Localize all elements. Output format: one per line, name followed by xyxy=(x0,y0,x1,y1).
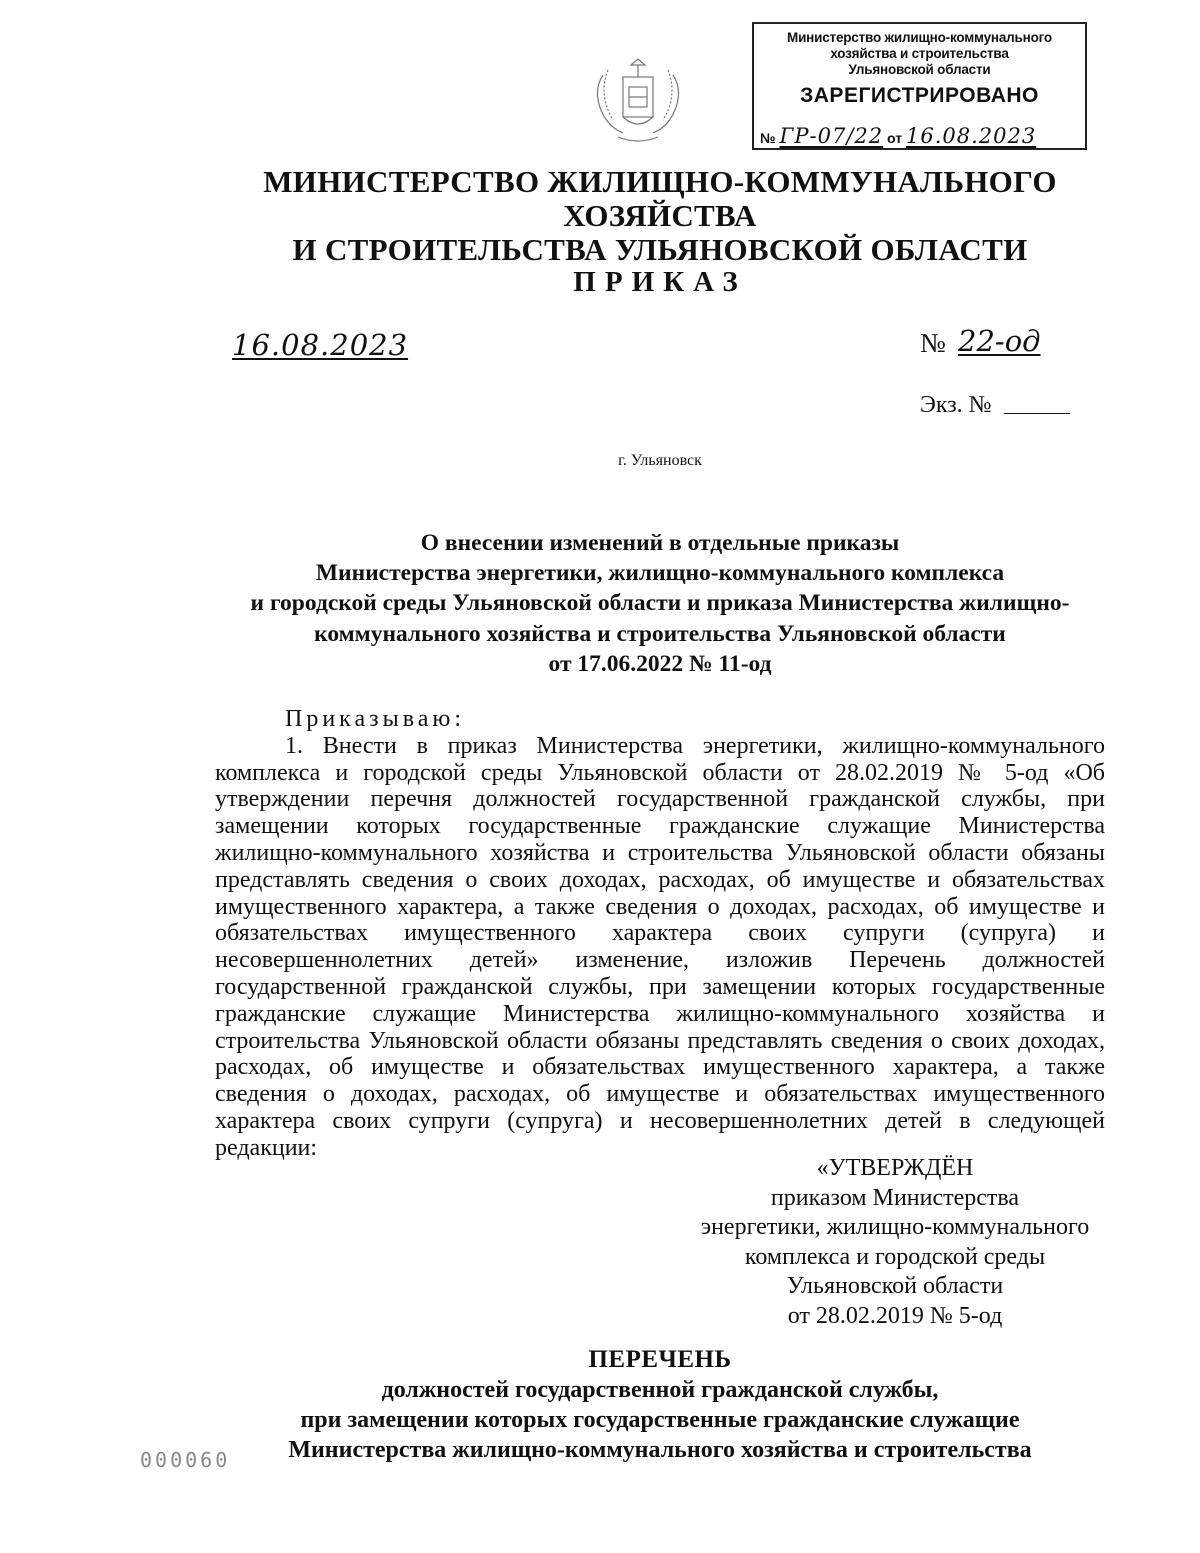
registration-stamp xyxy=(752,22,1087,150)
approval-block xyxy=(640,1154,1150,1331)
approval-line: от 28.02.2019 № 5-од xyxy=(787,1302,1003,1329)
stamp-from-label: от xyxy=(887,130,903,146)
ministry-name-line: МИНИСТЕРСТВО ЖИЛИЩНО-КОММУНАЛЬНОГО ХОЗЯЙСТВА xyxy=(263,164,1057,233)
title-line: Министерства энергетики, жилищно-коммунального комплекса xyxy=(315,560,1005,587)
copy-number-blank xyxy=(1004,413,1070,414)
title-line: коммунального хозяйства и строительства Ульяновской области xyxy=(314,620,1006,647)
list-heading-title: ПЕРЕЧЕНЬ xyxy=(588,1346,732,1373)
approval-line: энергетики, жилищно-коммунального xyxy=(700,1214,1090,1240)
stamp-reg-number: ГР-07/22 xyxy=(779,124,884,148)
stamp-reg-date: 16.08.2023 xyxy=(906,124,1037,148)
coat-of-arms-emblem xyxy=(583,55,693,150)
order-number: 22-од xyxy=(958,324,1041,358)
stamp-org-line: Ульяновской области xyxy=(848,62,991,77)
order-number-label: № xyxy=(920,328,946,358)
stamp-org-line: Министерство жилищно-коммунального xyxy=(787,30,1052,45)
document-type: ПРИКАЗ xyxy=(573,266,747,298)
approval-line: Ульяновской области xyxy=(786,1273,1004,1299)
stamp-status: ЗАРЕГИСТРИРОВАНО xyxy=(800,84,1039,107)
title-line: от 17.06.2022 № 11-од xyxy=(548,650,772,677)
ministry-name-line: И СТРОИТЕЛЬСТВА УЛЬЯНОВСКОЙ ОБЛАСТИ xyxy=(292,232,1028,267)
approval-line: комплекса и городской среды xyxy=(744,1243,1046,1270)
paragraph-1: 1. Внести в приказ Министерства энергетики, жилищно-коммунального комплекса и городской среды Ульяновской области от 28.02.2019 № 5-од «Об утверждении перечня должностей государственной гражданской службы, при замещении которых государственные гражданские служащие Министерства жилищно-коммунального хозяйства и строительства Ульяновской области обязаны представлять сведения о своих доходах, расходах, об имуществе и обязательствах имущественного характера, а также сведения о доходах, расходах, об имуществе и обязательствах имущественного характера своих супруги (супруга) и несовершеннолетних детей» изменение, изложив Перечень должностей государственной гражданской службы, при замещении которых государственные гражданские служащие Министерства жилищно-коммунального хозяйства и строительства Ульяновской области обязаны представлять сведения о своих доходах, расходах, об имуществе и обязательствах имущественного характера, а также сведения о доходах, расходах, об имуществе и обязательствах имущественного характера своих супруги (супруга) и несовершеннолетних детей в следующей редакции: xyxy=(215,732,1105,1161)
list-heading-line: должностей государственной гражданской службы, xyxy=(381,1377,939,1403)
list-heading-line: при замещении которых государственные гражданские служащие xyxy=(300,1407,1020,1433)
list-heading-line: Министерства жилищно-коммунального хозяйства и строительства xyxy=(288,1437,1032,1463)
stamp-organization xyxy=(754,30,1085,78)
order-date: 16.08.2023 xyxy=(232,328,409,362)
list-heading xyxy=(210,1345,1110,1465)
ministry-name xyxy=(180,165,1140,267)
stamp-number-line xyxy=(760,124,1081,148)
stamp-num-prefix: № xyxy=(760,130,776,146)
ordering-phrase: Приказываю: xyxy=(285,706,465,732)
document-body xyxy=(215,706,1105,1162)
stamp-org-line: хозяйства и строительства xyxy=(830,46,1009,61)
title-line: О внесении изменений в отдельные приказы xyxy=(420,530,900,556)
title-line: и городской среды Ульяновской области и приказа Министерства жилищно- xyxy=(250,590,1070,617)
approval-line: «УТВЕРЖДЁН xyxy=(816,1155,974,1181)
city: г. Ульяновск xyxy=(618,452,702,469)
page-serial-mark: 000060 xyxy=(140,1448,231,1472)
copy-number-label: Экз. № xyxy=(920,392,992,418)
document-title xyxy=(160,528,1160,679)
approval-line: приказом Министерства xyxy=(770,1184,1020,1211)
